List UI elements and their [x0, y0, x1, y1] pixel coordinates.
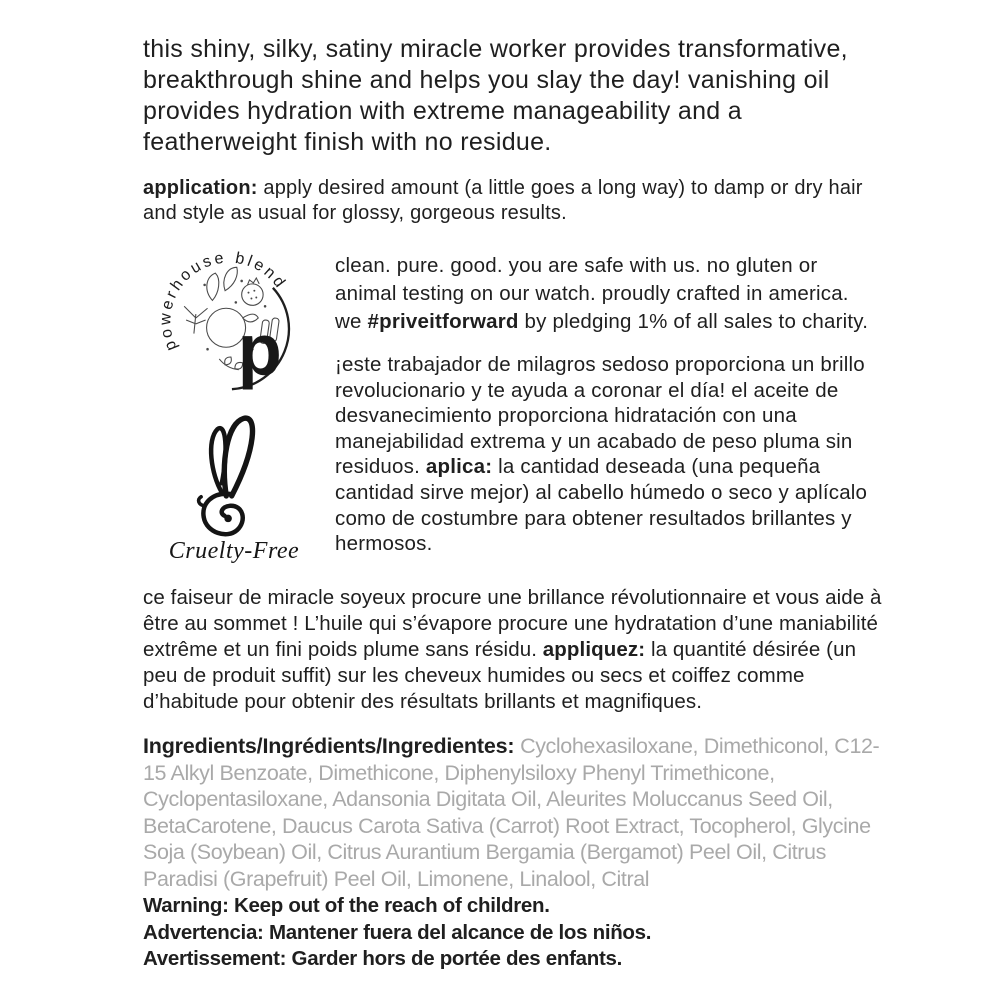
powerhouse-blend-badge [151, 240, 307, 396]
badges-and-text-row [143, 240, 892, 565]
badges-column [143, 240, 335, 565]
application-paragraph: application: apply desired amount (a little goes a long way) to damp or dry hair and style as usual for glossy, gorgeous results. [143, 177, 863, 224]
warning-line-en: Warning: Keep out of the reach of children. [143, 894, 550, 917]
spanish-paragraph: ¡este trabajador de milagros sedoso proporciona un brillo revolucionario y te ayuda a coronar el día! el aceite de desvanecimiento proporciona hidratación con una manejabilidad extrema y un acabado de peso pluma sin residuos. aplica: la cantidad deseada (una pequeña cantidad sirve mejor) al cabello húmedo o seco y aplícalo como de costumbre para obtener resultados brillantes y hermosos. [335, 353, 868, 556]
clean-pure-good-paragraph: clean. pure. good. you are safe with us. no gluten or animal testing on our watch. proudly crafted in america. we #priveitforward by pledging 1% of all sales to charity. [335, 254, 869, 333]
cruelty-free-badge [175, 404, 283, 536]
french-paragraph: ce faiseur de miracle soyeux procure une brillance révolutionnaire et vous aide à être au sommet ! L’huile qui s’évapore procure une hydratation d’une maniabilité extrême et un fini poids plume sans résidu. appliquez: la quantité désirée (un peu de produit suffit) sur les cheveux humides ou secs et coiffez comme d’habitude pour obtenir des résultats brillants et magnifiques. [143, 586, 882, 713]
right-text-column [335, 240, 892, 565]
powerhouse-arc-text: powerhouse blend [156, 248, 291, 354]
pomegranate-icon [242, 278, 263, 305]
brand-p-letter: p [237, 310, 282, 391]
bunny-eye-dot [224, 515, 232, 523]
powerhouse-blend-logo-icon [151, 240, 307, 396]
leaf-icon [184, 306, 207, 333]
ingredients-paragraph: Ingredients/Ingrédients/Ingredientes: Cyclohexasiloxane, Dimethiconol, C12-15 Alkyl Benzoate, Dimethicone, Diphenylsiloxy Phenyl Trimethicone, Cyclopentasiloxane, Adansonia Digitata Oil, Aleurites Moluccanus Seed Oil, BetaCarotene, Daucus Carota Sativa (Carrot) Root Extract, Tocopherol, Glycine Soja (Soybean) Oil, Citrus Aurantium Bergamia (Bergamot) Peel Oil, Citrus Paradisi (Grapefruit) Peel Oil, Limonene, Linalool, Citral [143, 734, 880, 891]
cruelty-free-caption: Cruelty-Free [168, 538, 300, 564]
warning-line-es: Advertencia: Mantener fuera del alcance de los niños. [143, 920, 652, 944]
warning-line-fr: Avertissement: Garder hors de portée des enfants. [143, 947, 622, 970]
warnings-block [143, 893, 892, 973]
intro-paragraph: this shiny, silky, satiny miracle worker provides transformative, breakthrough shine and helps you slay the day! vanishing oil provides hydration with extreme manageability and a featherweight finish with no residue. [143, 35, 848, 156]
cruelty-free-bunny-icon [175, 404, 283, 541]
